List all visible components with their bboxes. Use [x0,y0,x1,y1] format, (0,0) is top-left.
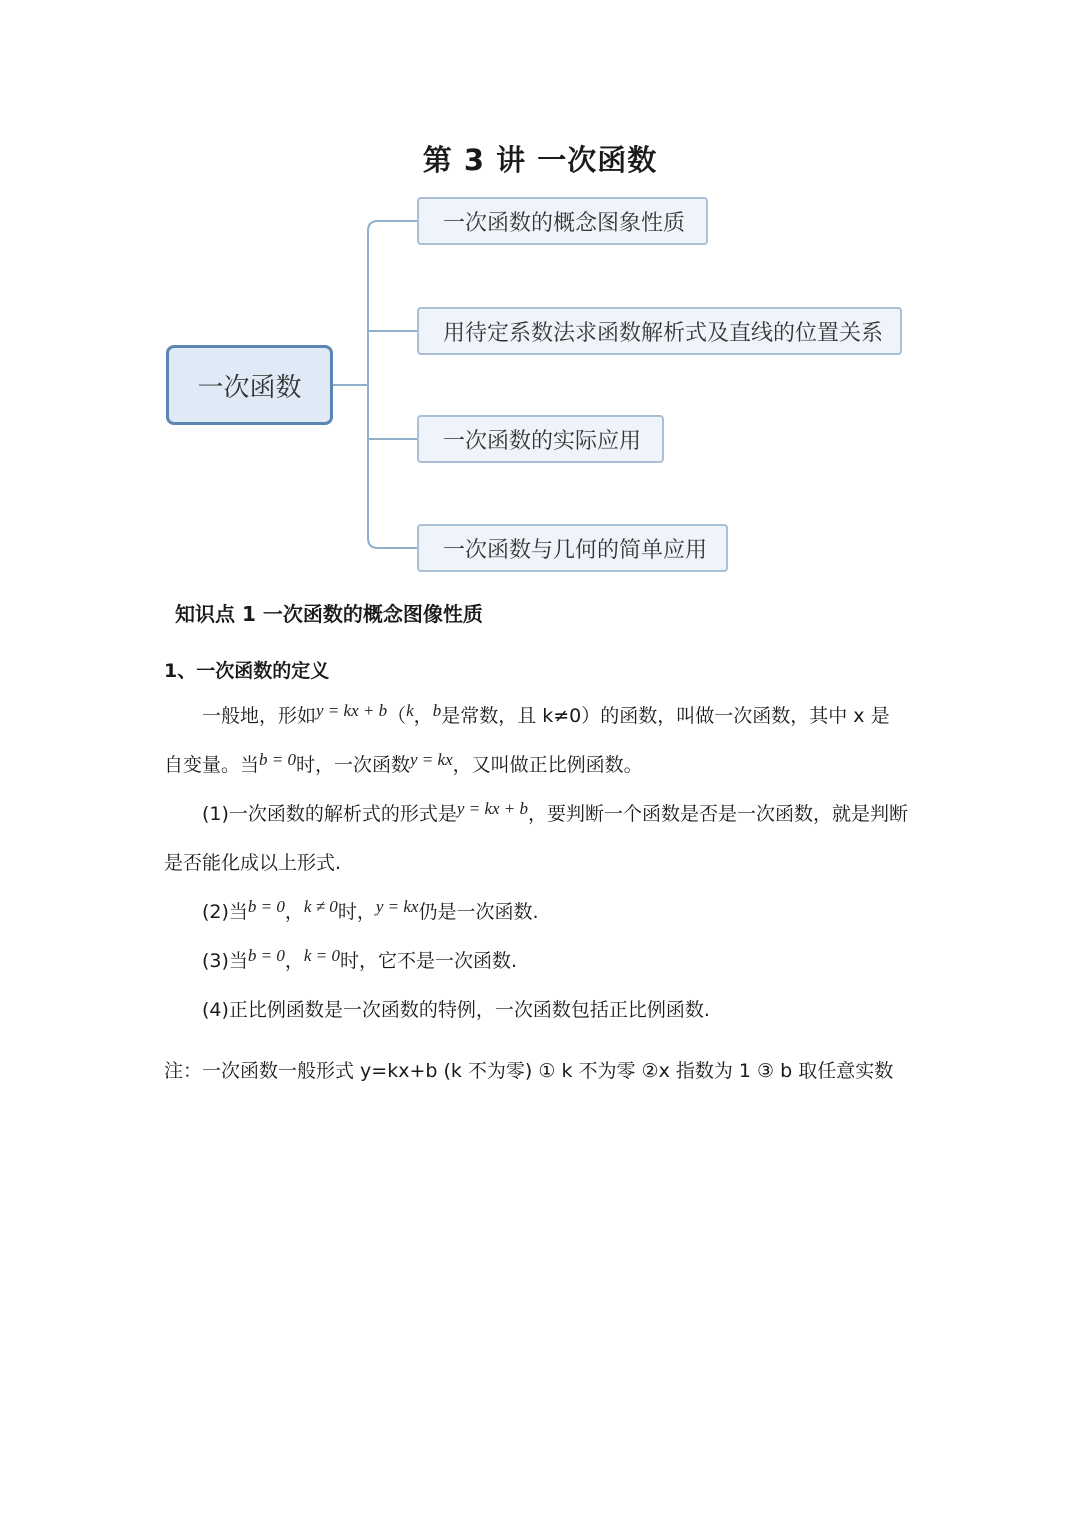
mindmap-branch-undetermined-coefficients: 用待定系数法求函数解析式及直线的位置关系 [417,307,902,355]
point-1-line1: (1)一次函数的解析式的形式是y = kx + b，要判断一个函数是否是一次函数，就是判断 [202,799,909,825]
mindmap-root-node: 一次函数 [166,345,333,425]
definition-paragraph-line2: 自变量。当b = 0时，一次函数y = kx，又叫做正比例函数。 [164,750,643,776]
point-3: (3)当b = 0，k = 0时，它不是一次函数. [202,946,517,972]
point-1-line2: 是否能化成以上形式. [164,852,342,874]
connector-trunk [368,221,417,548]
knowledge-point-heading: 知识点 1 一次函数的概念图像性质 [175,602,483,626]
definition-paragraph-line1: 一般地，形如y = kx + b（k，b是常数，且 k≠0）的函数，叫做一次函数，其中 x 是 [202,701,890,727]
note-line: 注：一次函数一般形式 y=kx+b (k 不为零) ① k 不为零 ②x 指数为 1 ③ b 取任意实数 [164,1060,894,1082]
section-heading: 1、一次函数的定义 [164,660,330,682]
point-4: (4)正比例函数是一次函数的特例，一次函数包括正比例函数. [202,999,710,1021]
mindmap-branch-geometry-application: 一次函数与几何的简单应用 [417,524,728,572]
page-title: 第 3 讲 一次函数 [422,143,658,177]
point-2: (2)当b = 0，k ≠ 0时，y = kx仍是一次函数. [202,897,539,923]
mindmap-connectors [0,0,1080,600]
mindmap-branch-practical-application: 一次函数的实际应用 [417,415,664,463]
mindmap-branch-concept: 一次函数的概念图象性质 [417,197,708,245]
